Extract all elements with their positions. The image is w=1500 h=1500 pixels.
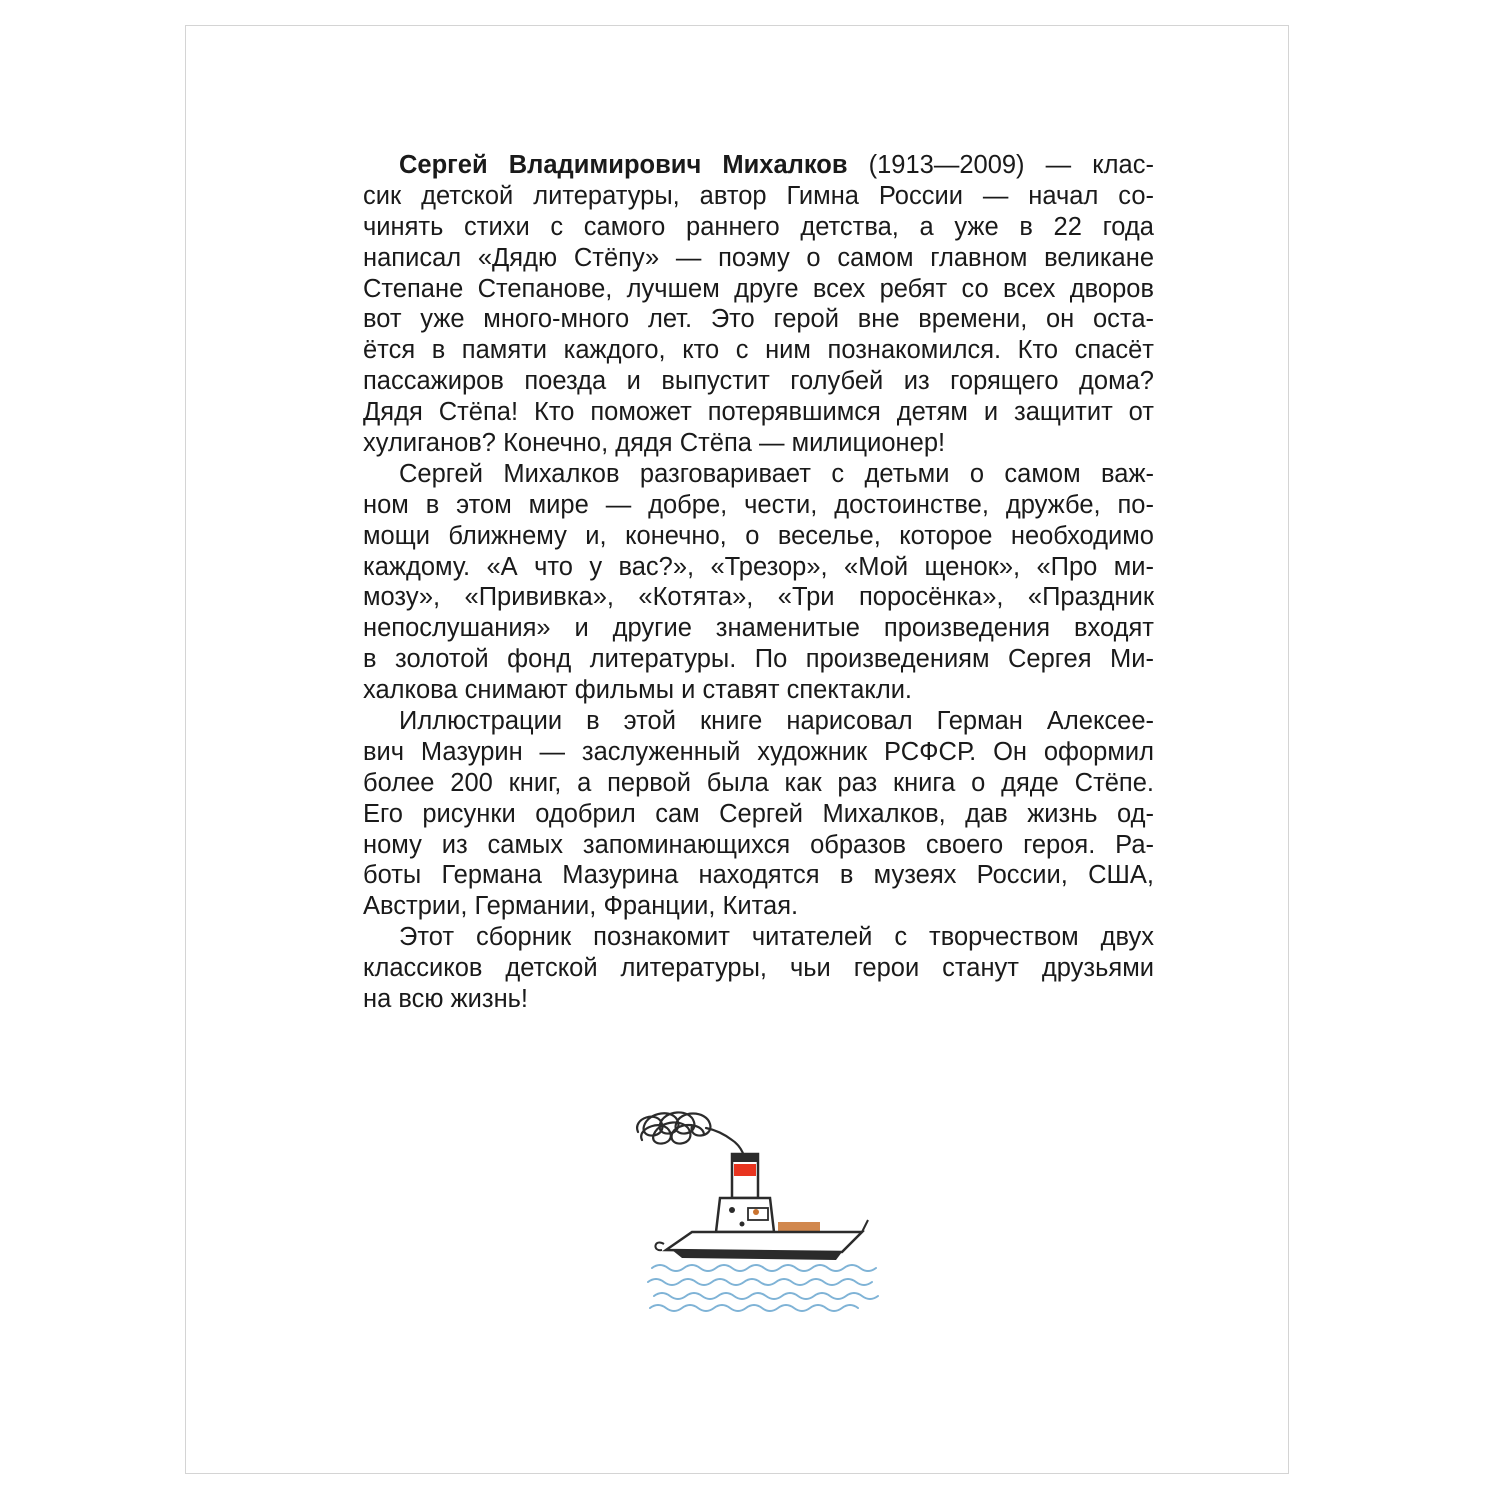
author-name: Сергей Владимирович Михалков	[399, 151, 848, 179]
text-line: Иллюстрации в этой книге нарисовал Герман Алексее-	[399, 707, 1154, 736]
text-line: Сергей Владимирович Михалков (1913—2009) — клас-	[399, 151, 1154, 179]
text-line: Его рисунки одобрил сам Сергей Михалков, дав жизнь од-	[363, 799, 1154, 828]
steamboat-icon	[628, 1100, 888, 1320]
text-line: вот уже много-много лет. Это герой вне времени, он оста-	[363, 305, 1154, 334]
text-line: халкова снимают фильмы и ставят спектакли.	[363, 676, 913, 705]
text-line: хулиганов? Конечно, дядя Стёпа — милиционер!	[363, 429, 946, 458]
text-line: боты Германа Мазурина находятся в музеях России, США,	[363, 861, 1154, 890]
text-line: ётся в памяти каждого, кто с ним познакомился. Кто спасёт	[363, 336, 1154, 365]
text-line: Степане Степанове, лучшем друге всех ребят со всех дворов	[363, 274, 1154, 303]
text-line: классиков детской литературы, чьи герои станут друзьями	[363, 954, 1154, 983]
funnel	[732, 1154, 758, 1198]
text-line: пассажиров поезда и выпустит голубей из горящего дома?	[363, 367, 1154, 396]
text-line: на всю жизнь!	[363, 985, 529, 1014]
text-line: чинять стихи с самого раннего детства, а уже в 22 года	[363, 212, 1154, 241]
text-line: ном в этом мире — добре, чести, достоинстве, дружбе, по-	[363, 490, 1154, 519]
text-line: в золотой фонд литературы. По произведениям Сергея Ми-	[363, 645, 1154, 674]
text-line: Этот сборник познакомит читателей с творчеством двух	[399, 923, 1154, 952]
text-line: мозу», «Прививка», «Котята», «Три поросёнка», «Праздник	[363, 583, 1154, 612]
body-text	[363, 150, 1154, 1015]
text-line: написал «Дядю Стёпу» — поэму о самом главном великане	[363, 243, 1154, 272]
text-line: вич Мазурин — заслуженный художник РСФСР. Он оформил	[363, 737, 1154, 766]
smoke-curls	[637, 1112, 744, 1156]
cabin	[716, 1198, 774, 1232]
text-line: каждому. «А что у вас?», «Трезор», «Мой щенок», «Про ми-	[363, 552, 1154, 581]
text-line: более 200 книг, а первой была как раз книга о дяде Стёпе.	[363, 768, 1154, 797]
text-line: мощи ближнему и, конечно, о веселье, которое необходимо	[363, 521, 1154, 550]
text-line: Сергей Михалков разговаривает с детьми о самом важ-	[399, 459, 1154, 488]
text-line: сик детской литературы, автор Гимна России — начал со-	[363, 181, 1154, 210]
steamboat-illustration	[628, 1100, 888, 1320]
text-line: Дядя Стёпа! Кто поможет потерявшимся детям и защитит от	[363, 398, 1154, 427]
water-waves	[648, 1265, 878, 1311]
text-line: ному из самых запоминающихся образов своего героя. Ра-	[363, 830, 1154, 859]
text-line: непослушания» и другие знаменитые произведения входят	[363, 614, 1154, 643]
text-line: Австрии, Германии, Франции, Китая.	[363, 892, 799, 921]
